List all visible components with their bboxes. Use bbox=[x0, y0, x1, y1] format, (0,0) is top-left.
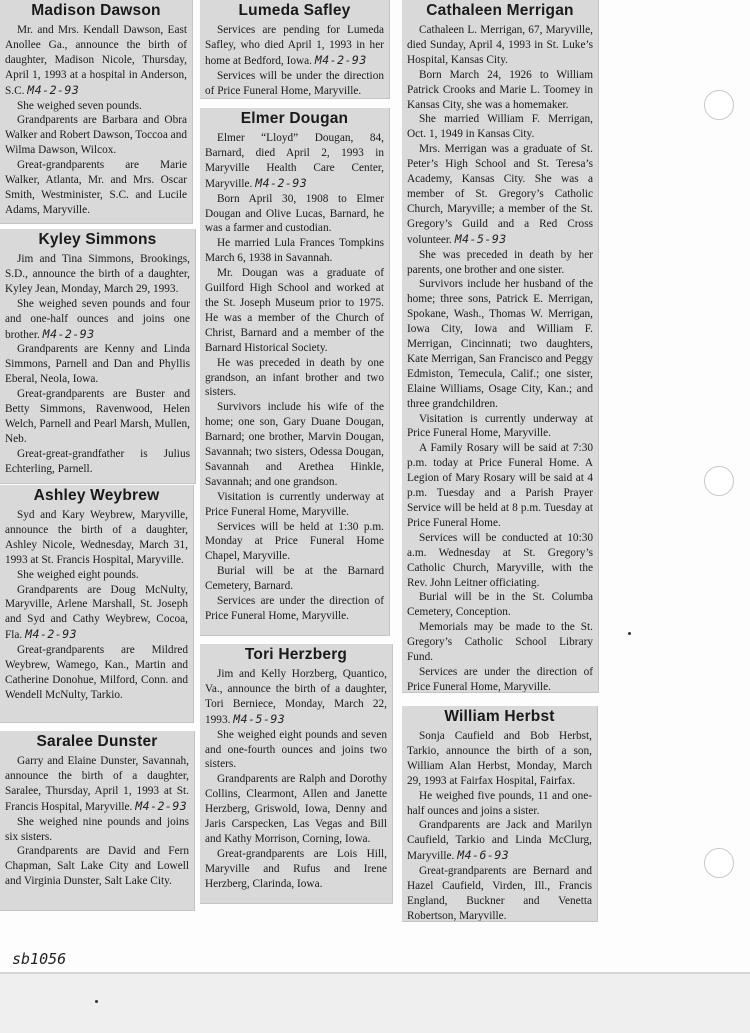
clipping-paragraph bbox=[5, 754, 189, 815]
paragraph-text: She weighed seven pounds. bbox=[17, 99, 142, 112]
paragraph-text: Visitation is currently underway at Price Funeral Home, Maryville. bbox=[205, 490, 384, 518]
paragraph-text: Mrs. Merrigan was a graduate of St. Peter’s High School and St. Teresa’s Academy, Kansas City. She was a member of St. Gregory’s Catholic Church, Maryville; a member of the St. Gregory’s Guild and a Red Cross volunteer. bbox=[407, 143, 593, 246]
paragraph-text: Mr. Dougan was a graduate of Guilford High School and worked at the St. Joseph Museum prior to 1975. He was a member of the Church of Christ, Barnard and a member of the Barnard Historical Society. bbox=[205, 267, 384, 354]
clipping-title: Madison Dawson bbox=[31, 2, 161, 19]
paragraph-text: Cathaleen L. Merrigan, 67, Maryville, died Sunday, April 4, 1993 in St. Luke’s Hospital, Kansas City. bbox=[407, 24, 593, 66]
paragraph-text: Garry and Elaine Dunster, Savannah, announce the birth of a daughter, Saralee, Thursday, April 1, 1993 at St. Francis Hospital, Maryville. bbox=[5, 755, 189, 813]
paragraph-text: Services are under the direction of Price Funeral Home, Maryville. bbox=[407, 665, 593, 693]
clipping-paragraph bbox=[205, 236, 384, 266]
clipping-paragraph bbox=[205, 594, 384, 624]
clipping-paragraph bbox=[205, 400, 384, 489]
clipping-title: Ashley Weybrew bbox=[33, 487, 160, 504]
paragraph-text: He was preceded in death by one grandson, an infant brother and two sisters. bbox=[205, 356, 384, 399]
paragraph-text: Memorials may be made to the St. Gregory’s Catholic School Library Fund. bbox=[407, 621, 593, 664]
clipping-body bbox=[205, 667, 387, 892]
paragraph-text: She weighed nine pounds and joins six sisters. bbox=[5, 815, 189, 843]
scanner-bed-edge bbox=[0, 972, 750, 1033]
clipping-paragraph bbox=[407, 864, 592, 922]
clipping-paragraph bbox=[407, 818, 592, 864]
clipping-paragraph bbox=[205, 69, 384, 99]
handwritten-date-annotation: M4-2-93 bbox=[314, 52, 367, 67]
paragraph-text: Great-grandparents are Bernard and Hazel Caufield, Virden, Ill., Francis England, Buckner and Venetta Robertson, Maryville. bbox=[407, 865, 592, 922]
clipping-body bbox=[407, 23, 593, 693]
clipping-paragraph bbox=[5, 844, 189, 889]
paragraph-text: He married Lula Frances Tompkins March 6, 1938 in Savannah. bbox=[205, 237, 384, 265]
paragraph-text: She married William F. Merrigan, Oct. 1, 1949 in Kansas City. bbox=[407, 113, 593, 141]
clipping-paragraph bbox=[205, 192, 384, 237]
clipping-title: William Herbst bbox=[444, 708, 555, 725]
clipping-body bbox=[205, 131, 384, 624]
clipping-paragraph bbox=[5, 342, 190, 387]
paragraph-text: Great-grandparents are Marie Walker, Atlanta, Mr. and Mrs. Oscar Smith, Westminister, S.C. and Lucile Adams, Maryville. bbox=[5, 159, 187, 216]
clipping-paragraph bbox=[407, 412, 593, 442]
clipping-paragraph bbox=[5, 23, 187, 99]
paragraph-text: Great-great-grandfather is Julius Echterling, Parnell. bbox=[5, 447, 190, 475]
scan-speck bbox=[95, 1000, 98, 1003]
clipping-body bbox=[205, 23, 384, 99]
paragraph-text: Jim and Tina Simmons, Brookings, S.D., announce the birth of a daughter, Kyley Jean, Monday, March 29, 1993. bbox=[5, 253, 190, 295]
clipping-paragraph bbox=[407, 665, 593, 693]
binder-hole-middle bbox=[704, 466, 734, 496]
clipping-paragraph bbox=[407, 68, 593, 113]
clipping-paragraph bbox=[407, 789, 592, 819]
clipping-title: Tori Herzberg bbox=[244, 646, 348, 663]
paragraph-text: Visitation is currently underway at Price Funeral Home, Maryville. bbox=[407, 412, 593, 440]
clipping-title: Lumeda Safley bbox=[238, 2, 351, 19]
clipping-paragraph bbox=[205, 490, 384, 520]
clipping-elmer-dougan bbox=[200, 108, 390, 636]
clipping-paragraph bbox=[205, 356, 384, 401]
clipping-paragraph bbox=[5, 387, 190, 447]
clipping-tori-herzberg bbox=[200, 644, 393, 904]
binder-hole-bottom bbox=[704, 848, 734, 878]
paragraph-text: Jim and Kelly Horzberg, Quantico, Va., announce the birth of a daughter, Tori Berniece, Monday, March 22, 1993. bbox=[205, 668, 387, 726]
clipping-paragraph bbox=[205, 564, 384, 594]
paragraph-text: Great-grandparents are Mildred Weybrew, Wamego, Kan., Martin and Catherine Donohue, Milford, Conn. and Wendell McNulty, Tarkio. bbox=[5, 644, 188, 701]
clipping-paragraph bbox=[5, 99, 187, 114]
clipping-cathaleen-merrigan bbox=[402, 0, 599, 693]
clipping-saralee-dunster bbox=[0, 731, 195, 911]
paragraph-text: Born March 24, 1926 to William Patrick Crooks and Marie L. Toomey in Kansas City, she was a homemaker. bbox=[407, 68, 593, 111]
clipping-body bbox=[407, 729, 592, 922]
paragraph-text: Survivors include her husband of the home; three sons, Patrick E. Merrigan, Spokane, Wash., Thomas W. Merrigan, Iowa City, Iowa and William F. Merrigan, Cincinnati; two daughters, Kate Merrigan, San Francisco and Peggy Edmiston, Temecula, Calif.; one sister, Elaine Williams, Osage City, Kan.; and three grandchildren. bbox=[407, 278, 593, 410]
paragraph-text: Great-grandparents are Lois Hill, Maryville and Rufus and Irene Herzberg, Clarinda, Iowa. bbox=[205, 847, 387, 890]
handwritten-date-annotation: M4-6-93 bbox=[457, 848, 510, 863]
clipping-paragraph bbox=[5, 447, 190, 477]
clipping-paragraph bbox=[5, 508, 188, 568]
clipping-paragraph bbox=[205, 847, 387, 892]
clipping-paragraph bbox=[5, 568, 188, 583]
binder-hole-top bbox=[704, 90, 734, 120]
paragraph-text: Services will be held at 1:30 p.m. Monday at Price Funeral Home Chapel, Maryville. bbox=[205, 520, 384, 563]
handwritten-date-annotation: M4-2-93 bbox=[135, 798, 188, 813]
clipping-title: Saralee Dunster bbox=[36, 733, 158, 750]
clipping-paragraph bbox=[5, 643, 188, 703]
clipping-paragraph bbox=[407, 620, 593, 665]
page-edge-line bbox=[0, 972, 750, 974]
clipping-paragraph bbox=[407, 277, 593, 411]
paragraph-text: Grandparents are David and Fern Chapman, Salt Lake City and Lowell and Virginia Dunster, Salt Lake City. bbox=[5, 845, 189, 888]
handwritten-date-annotation: M4-5-93 bbox=[454, 231, 507, 246]
paragraph-text: Grandparents are Kenny and Linda Simmons, Parnell and Dan and Phyllis Eberal, Neola, Iowa. bbox=[5, 343, 190, 386]
clipping-paragraph bbox=[407, 590, 593, 620]
clipping-paragraph bbox=[407, 248, 593, 278]
clipping-paragraph bbox=[205, 520, 384, 565]
paragraph-text: Services are under the direction of Price Funeral Home, Maryville. bbox=[205, 595, 384, 622]
clipping-title: Cathaleen Merrigan bbox=[426, 2, 574, 19]
clipping-body bbox=[5, 508, 188, 703]
paragraph-text: Grandparents are Jack and Marilyn Caufield, Tarkio and Linda McClurg, Maryville. bbox=[407, 819, 592, 863]
paragraph-text: Services will be conducted at 10:30 a.m. Wednesday at St. Gregory’s Catholic Church, Maryville, with the Rev. John Leitner officiating. bbox=[407, 531, 593, 589]
scan-speck bbox=[628, 632, 631, 635]
paragraph-text: Syd and Kary Weybrew, Maryville, announce the birth of a daughter, Ashley Nicole, Wednesday, March 31, 1993 at St. Francis Hospital, Maryville. bbox=[5, 509, 188, 566]
clipping-title: Elmer Dougan bbox=[240, 110, 349, 127]
clipping-madison-dawson bbox=[0, 0, 193, 224]
clipping-paragraph bbox=[205, 667, 387, 728]
clipping-paragraph bbox=[5, 252, 190, 297]
clipping-paragraph bbox=[5, 113, 187, 158]
handwritten-date-annotation: M4-2-93 bbox=[27, 82, 80, 97]
paragraph-text: Grandparents are Ralph and Dorothy Collins, Clearmont, Allen and Janette Herzberg, Griswold, Iowa, Denny and Jaris Carspecken, Las Vegas and Bill and Kathy Morrison, Corning, Iowa. bbox=[205, 773, 387, 845]
paragraph-text: Elmer “Lloyd” Dougan, 84, Barnard, died April 2, 1993 in Maryville Health Care Center, Maryville. bbox=[205, 132, 384, 190]
clipping-william-herbst bbox=[402, 706, 598, 922]
clipping-paragraph bbox=[5, 583, 188, 644]
handwritten-date-annotation: M4-5-93 bbox=[233, 711, 286, 726]
paragraph-text: Burial will be at the Barnard Cemetery, Barnard. bbox=[205, 565, 384, 593]
clipping-paragraph bbox=[205, 23, 384, 69]
paragraph-text: Born April 30, 1908 to Elmer Dougan and Olive Lucas, Barnard, he was a farmer and custodian. bbox=[205, 192, 384, 235]
clipping-paragraph bbox=[407, 441, 593, 530]
clipping-paragraph bbox=[407, 142, 593, 247]
clipping-paragraph bbox=[407, 531, 593, 591]
paragraph-text: A Family Rosary will be said at 7:30 p.m. today at Price Funeral Home. A Legion of Mary Rosary will be said at 4 p.m. Tuesday and a Parish Prayer Service will be held at 8 p.m. Tuesday at Price Funeral Home. bbox=[407, 442, 593, 529]
clipping-body bbox=[5, 754, 189, 889]
paragraph-text: Services are pending for Lumeda Safley, who died April 1, 1993 in her home at Bedford, Iowa. bbox=[205, 24, 384, 67]
paragraph-text: She weighed eight pounds and seven and one-fourth ounces and joins two sisters. bbox=[205, 728, 387, 771]
paragraph-text: Grandparents are Doug McNulty, Maryville, Arlene Marshall, St. Joseph and Syd and Cathy Weybrew, Cocoa, Fla. bbox=[5, 583, 188, 642]
clipping-paragraph bbox=[407, 23, 593, 68]
handwritten-date-annotation: M4-2-93 bbox=[25, 627, 78, 642]
clipping-paragraph bbox=[5, 815, 189, 845]
clipping-paragraph bbox=[205, 728, 387, 773]
clipping-body bbox=[5, 23, 187, 218]
page-label-handwritten: sb1056 bbox=[12, 950, 67, 968]
paragraph-text: She was preceded in death by her parents, one brother and one sister. bbox=[407, 248, 593, 276]
clipping-paragraph bbox=[407, 112, 593, 142]
clipping-paragraph bbox=[5, 158, 187, 218]
clipping-paragraph bbox=[205, 266, 384, 355]
clipping-paragraph bbox=[205, 772, 387, 847]
paragraph-text: Survivors include his wife of the home; one son, Gary Duane Dougan, Barnard; one brother, Marvin Dougan, Savannah; two sisters, Odessa Dougan, Savannah and Arethea Hinkle, Savannah; and one grandson. bbox=[205, 401, 384, 488]
clipping-paragraph bbox=[205, 131, 384, 192]
clipping-body bbox=[5, 252, 190, 477]
paragraph-text: Grandparents are Barbara and Obra Walker and Robert Dawson, Toccoa and Wilma Dawson, Wilcox. bbox=[5, 114, 187, 157]
paragraph-text: Burial will be in the St. Columba Cemetery, Conception. bbox=[407, 591, 593, 619]
paragraph-text: Great-grandparents are Buster and Betty Simmons, Ravenwood, Helen Welch, Parnell and Pearl Marsh, Mullen, Neb. bbox=[5, 388, 190, 445]
clipping-ashley-weybrew bbox=[0, 485, 194, 723]
clipping-paragraph bbox=[5, 297, 190, 343]
paragraph-text: She weighed eight pounds. bbox=[17, 568, 139, 581]
clipping-title: Kyley Simmons bbox=[38, 231, 157, 248]
paragraph-text: Mr. and Mrs. Kendall Dawson, East Anollee Ga., announce the birth of daughter, Madison Nicole, Thursday, April 1, 1993 at a hospital in Anderson, S.C. bbox=[5, 24, 187, 97]
paragraph-text: Services will be under the direction of Price Funeral Home, Maryville. bbox=[205, 69, 384, 97]
paragraph-text: Sonja Caufield and Bob Herbst, Tarkio, announce the birth of a son, William Alan Herbst, Monday, March 29, 1993 at Fairfax Hospital, Fairfax. bbox=[407, 730, 592, 787]
paragraph-text: He weighed five pounds, 11 and one-half ounces and joins a sister. bbox=[407, 789, 592, 817]
clipping-kyley-simmons bbox=[0, 229, 196, 484]
paragraph-text: She weighed seven pounds and four and one-half ounces and joins one brother. bbox=[5, 297, 190, 341]
handwritten-date-annotation: M4-2-93 bbox=[42, 326, 95, 341]
clipping-lumeda-safley bbox=[200, 0, 390, 99]
handwritten-date-annotation: M4-2-93 bbox=[255, 175, 308, 190]
clipping-paragraph bbox=[407, 729, 592, 789]
